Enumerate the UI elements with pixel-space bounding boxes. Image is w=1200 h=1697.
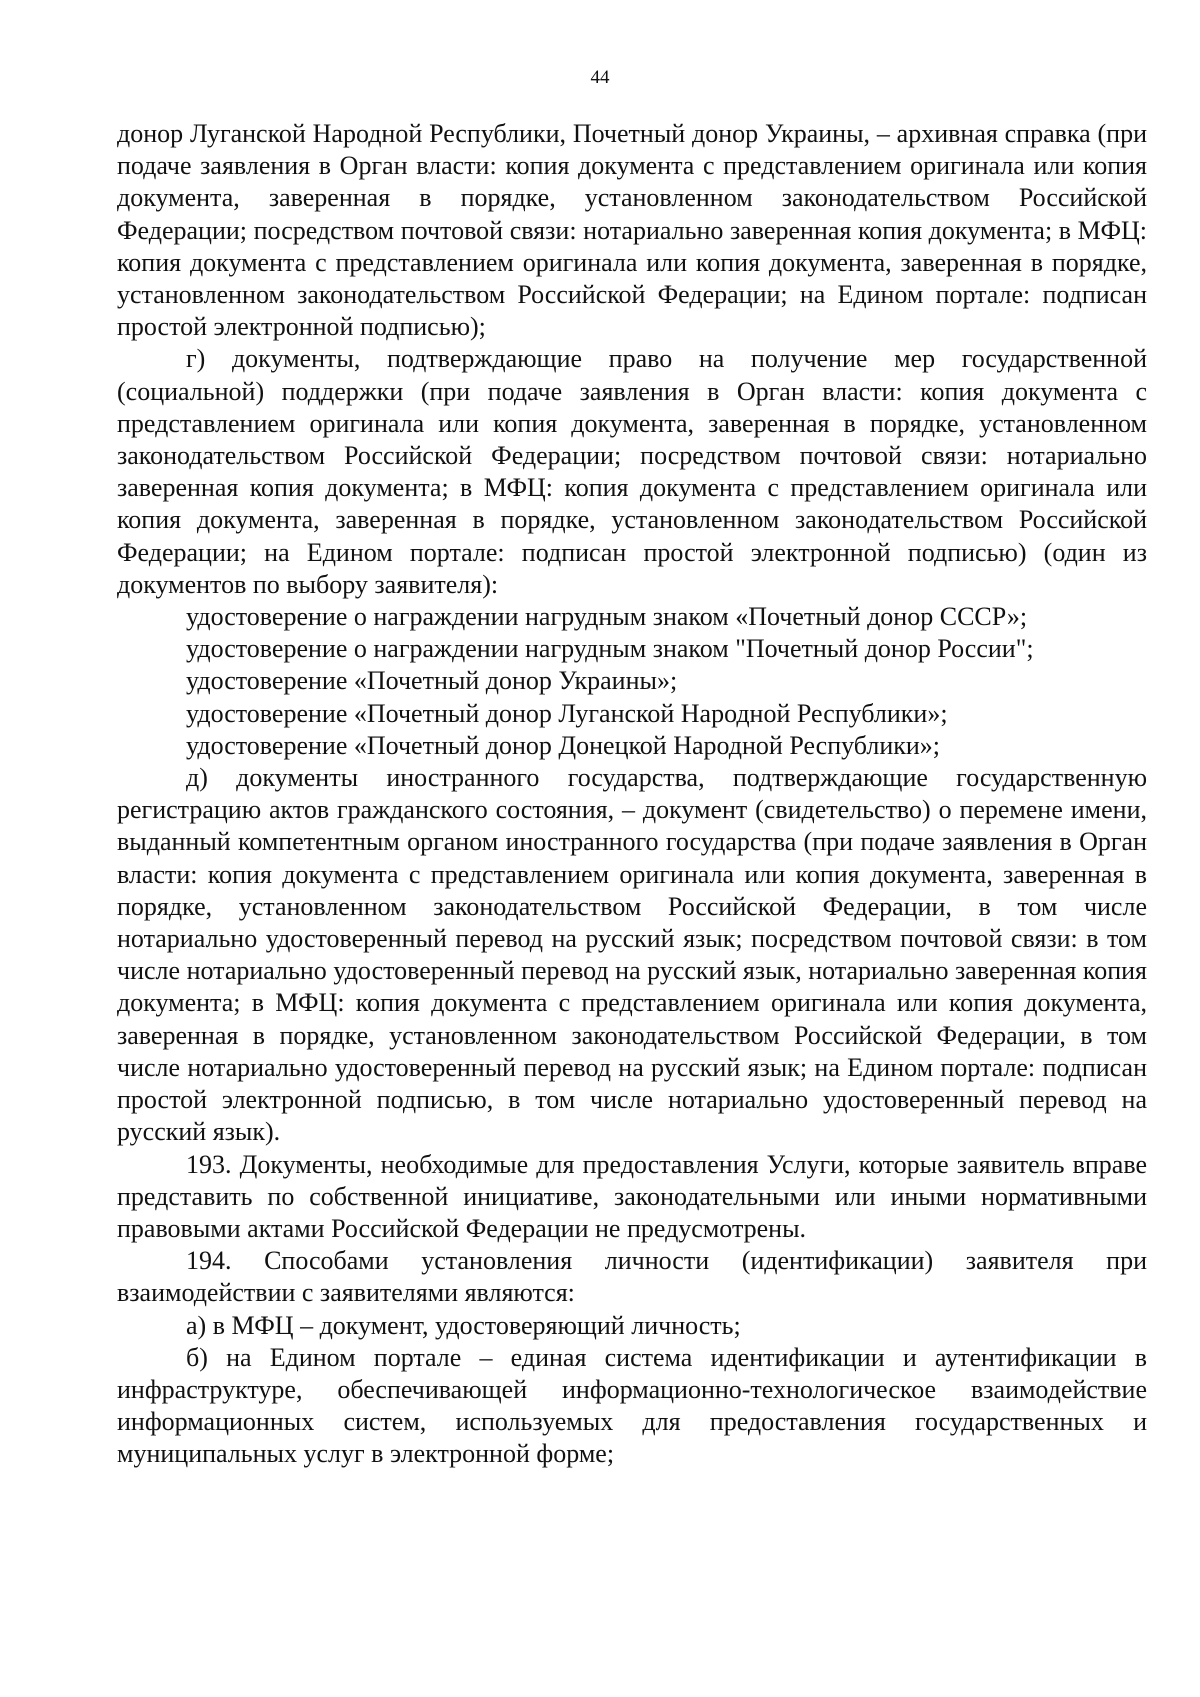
paragraph-item-b: б) на Едином портале – единая система идентификации и аутентификации в инфраструктуре, обеспечивающей информационно-технологическое взаимодействие информационных систем, используемых для предоставления государственных и муниципальных услуг в электронной форме; <box>117 1342 1147 1469</box>
paragraph-item-d: д) документы иностранного государства, подтверждающие государственную регистрацию актов гражданского состояния, – документ (свидетельство) о перемене имени, выданный компетентным органом иностранного государства (при подаче заявления в Орган власти: копия документа с представлением оригинала или копия документа, заверенная в порядке, установленном законодательством Российской Федерации, в том числе нотариально удостоверенный перевод на русский язык; посредством почтовой связи: в том числе нотариально удостоверенный перевод на русский язык, нотариально заверенная копия документа; в МФЦ: копия документа с представлением оригинала или копия документа, заверенная в порядке, установленном законодательством Российской Федерации, в том числе нотариально удостоверенный перевод на русский язык; на Едином портале: подписан простой электронной подписью, в том числе нотариально удостоверенный перевод на русский язык). <box>117 763 1147 1147</box>
list-item: удостоверение о награждении нагрудным знаком «Почетный донор СССР»; <box>186 602 1028 632</box>
document-body <box>117 118 1147 1471</box>
paragraph-193: 193. Документы, необходимые для предоставления Услуги, которые заявитель вправе представить по собственной инициативе, законодательными или иными нормативными правовыми актами Российской Федерации не предусмотрены. <box>117 1149 1147 1243</box>
paragraph-194: 194. Способами установления личности (идентификации) заявителя при взаимодействии с заявителями являются: <box>117 1246 1147 1308</box>
list-item: удостоверение «Почетный донор Украины»; <box>186 666 678 696</box>
page-number: 44 <box>590 67 610 88</box>
paragraph-continuation: донор Луганской Народной Республики, Почетный донор Украины, – архивная справка (при подаче заявления в Орган власти: копия документа с представлением оригинала или копия документа, заверенная в порядке, установленном законодательством Российской Федерации; посредством почтовой связи: нотариально заверенная копия документа; в МФЦ: копия документа с представлением оригинала или копия документа, заверенная в порядке, установленном законодательством Российской Федерации; на Едином портале: подписан простой электронной подписью); <box>117 119 1147 342</box>
list-item: удостоверение «Почетный донор Луганской Народной Республики»; <box>186 698 948 728</box>
paragraph-item-a: а) в МФЦ – документ, удостоверяющий личность; <box>186 1310 741 1340</box>
paragraph-item-g: г) документы, подтверждающие право на получение мер государственной (социальной) поддержки (при подаче заявления в Орган власти: копия документа с представлением оригинала или копия документа, заверенная в порядке, установленном законодательством Российской Федерации; посредством почтовой связи: нотариально заверенная копия документа; в МФЦ: копия документа с представлением оригинала или копия документа, заверенная в порядке, установленном законодательством Российской Федерации; на Едином портале: подписан простой электронной подписью) (один из документов по выбору заявителя): <box>117 344 1147 599</box>
list-item: удостоверение «Почетный донор Донецкой Народной Республики»; <box>186 730 940 760</box>
list-item: удостоверение о награждении нагрудным знаком "Почетный донор России"; <box>186 634 1034 664</box>
